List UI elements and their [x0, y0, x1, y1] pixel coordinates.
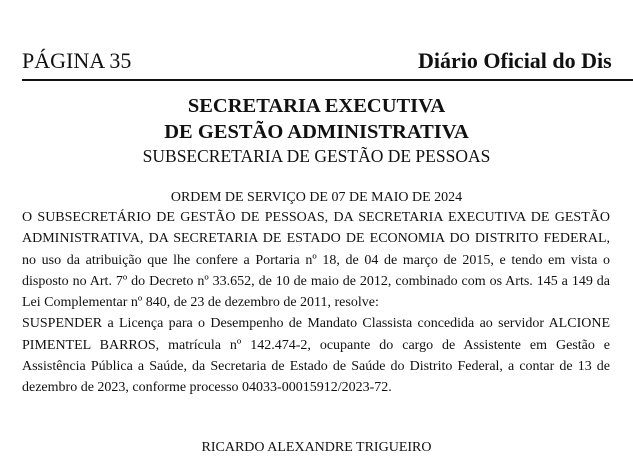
service-order-body — [22, 207, 610, 399]
subsection-title: SUBSECRETARIA DE GESTÃO DE PESSOAS — [142, 146, 491, 166]
signatory-name: RICARDO ALEXANDRE TRIGUEIRO — [201, 440, 432, 455]
page-header — [22, 46, 633, 80]
preamble-paragraph: O SUBSECRETÁRIO DE GESTÃO DE PESSOAS, DA SECRETARIA EXECUTIVA DE GESTÃO ADMINISTRATIVA, DA SECRETARIA DE ESTADO DE ECONOMIA DO DISTRITO FEDERAL, no uso da atribuição que lhe confere a Portaria nº 18, de 04 de março de 2015, e tendo em vista o disposto no Art. 7º do Decreto nº 33.652, de 10 de maio de 2012, combinado com os Arts. 145 a 149 da Lei Complementar nº 840, de 23 de dezembro de 2011, resolve: — [22, 210, 610, 311]
resolution-paragraph: SUSPENDER a Licença para o Desempenho de Mandato Classista concedida ao servidor ALCIONE PIMENTEL BARROS, matrícula nº 142.474-2, ocupante do cargo de Assistente em Gestão e Assistência Pública a Saúde, da Secretaria de Estado de Saúde do Distrito Federal, a contar de 13 de dezembro de 2023, conforme processo 04033-00015912/2023-72. — [22, 316, 610, 396]
newspaper-title: Diário Oficial do Dis — [418, 48, 612, 73]
service-order-title: ORDEM DE SERVIÇO DE 07 DE MAIO DE 2024 — [170, 190, 463, 205]
section-title-line-2: DE GESTÃO ADMINISTRATIVA — [164, 121, 469, 143]
header-divider — [22, 79, 633, 81]
section-title-line-1: SECRETARIA EXECUTIVA — [187, 95, 446, 117]
page-number: PÁGINA 35 — [22, 48, 132, 73]
